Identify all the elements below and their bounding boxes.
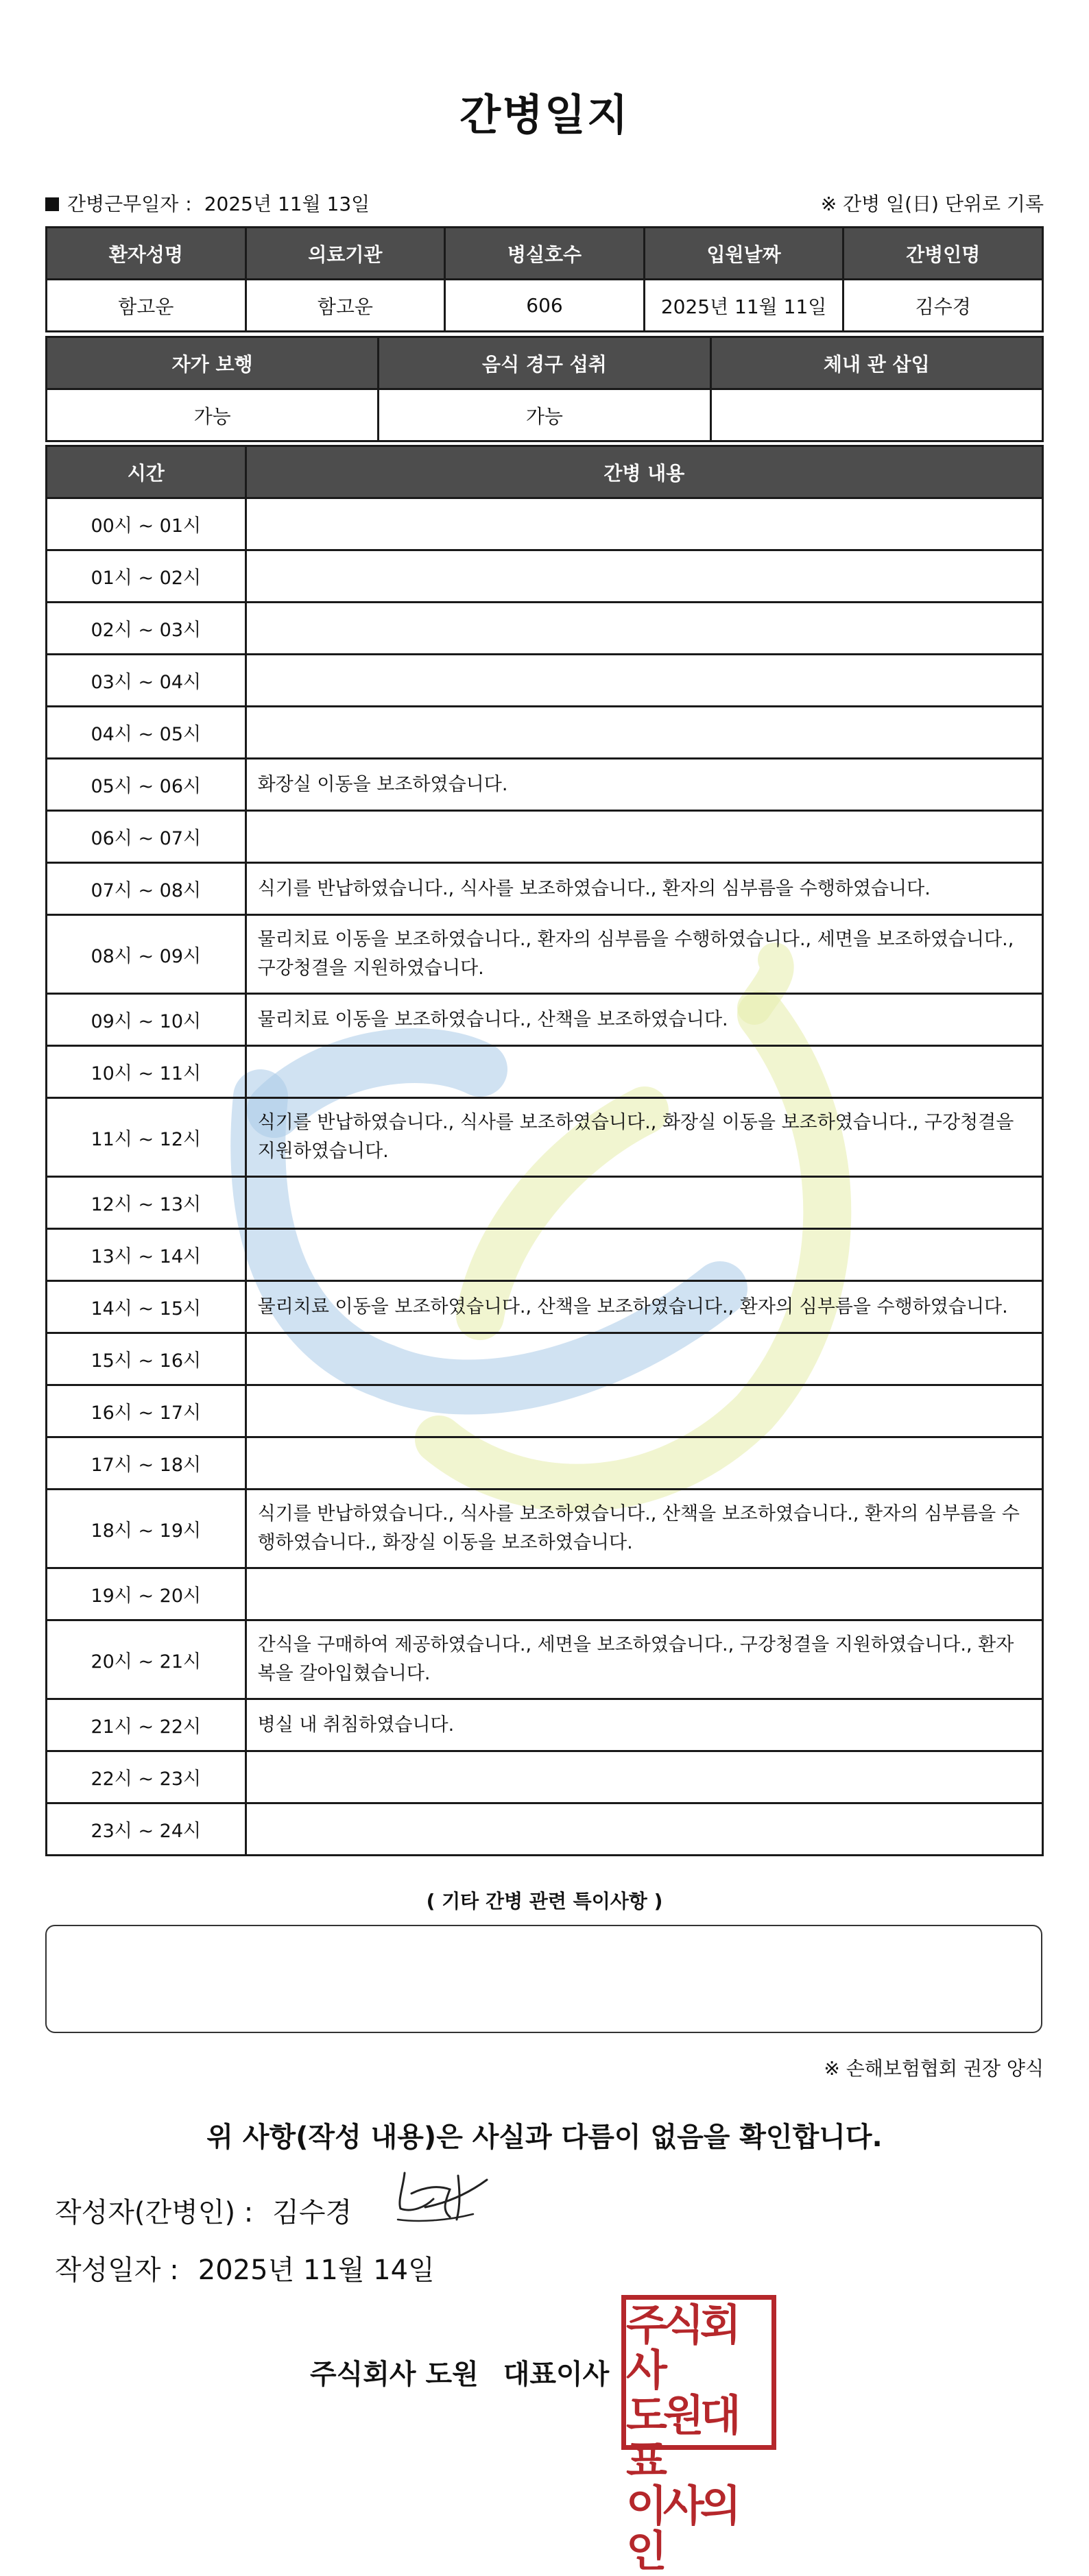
tube-insertion xyxy=(710,389,1042,441)
work-date-separator: : xyxy=(185,193,192,215)
oral-intake: 가능 xyxy=(379,389,710,441)
patient-info-table xyxy=(45,226,1044,332)
content-cell: 화장실 이동을 보조하였습니다. xyxy=(246,759,1042,811)
document-title: 간병일지 xyxy=(459,90,630,140)
content-cell xyxy=(246,550,1042,603)
time-cell: 01시 ~ 02시 xyxy=(47,550,246,603)
time-cell: 22시 ~ 23시 xyxy=(47,1751,246,1803)
time-cell: 18시 ~ 19시 xyxy=(47,1490,246,1568)
content-cell: 병실 내 취침하였습니다. xyxy=(246,1699,1042,1751)
time-cell: 06시 ~ 07시 xyxy=(47,811,246,863)
time-cell: 12시 ~ 13시 xyxy=(47,1177,246,1229)
time-cell: 10시 ~ 11시 xyxy=(47,1046,246,1098)
time-cell: 02시 ~ 03시 xyxy=(47,603,246,655)
content-cell xyxy=(246,1229,1042,1281)
caregiver-name: 김수경 xyxy=(843,280,1043,332)
table-row xyxy=(47,498,1043,550)
table-row xyxy=(47,1803,1043,1856)
seal-line: 도원대표 xyxy=(626,2390,737,2486)
notes-box xyxy=(45,1925,1042,2033)
handwritten-signature xyxy=(384,2159,501,2235)
notes-title: ( 기타 간병 관련 특이사항 ) xyxy=(426,1890,663,1912)
time-cell: 21시 ~ 22시 xyxy=(47,1699,246,1751)
table-row xyxy=(47,1699,1043,1751)
header-oral-intake: 음식 경구 섭취 xyxy=(379,337,710,389)
time-cell: 04시 ~ 05시 xyxy=(47,707,246,759)
table-row xyxy=(47,707,1043,759)
time-cell: 13시 ~ 14시 xyxy=(47,1229,246,1281)
content-cell xyxy=(246,603,1042,655)
table-row xyxy=(47,863,1043,915)
company-line xyxy=(310,2353,609,2392)
time-cell: 11시 ~ 12시 xyxy=(47,1098,246,1177)
table-row xyxy=(47,1385,1043,1437)
content-cell xyxy=(246,707,1042,759)
content-cell: 식기를 반납하였습니다., 식사를 보조하였습니다., 환자의 심부름을 수행하였습니다. xyxy=(246,863,1042,915)
writer-line xyxy=(55,2191,352,2230)
header-patient-name: 환자성명 xyxy=(47,228,246,280)
content-cell xyxy=(246,1333,1042,1385)
care-log-table xyxy=(45,445,1044,1856)
writer-label: 작성자(간병인) : xyxy=(55,2197,254,2228)
write-date-line xyxy=(55,2248,435,2287)
table-row xyxy=(47,994,1043,1046)
content-cell xyxy=(246,1437,1042,1490)
table-row xyxy=(47,915,1043,994)
time-cell: 14시 ~ 15시 xyxy=(47,1281,246,1333)
content-cell xyxy=(246,498,1042,550)
content-cell xyxy=(246,655,1042,707)
work-date-value: 2025년 11월 13일 xyxy=(204,193,370,215)
table-row xyxy=(47,1229,1043,1281)
write-date-label: 작성일자 : xyxy=(55,2255,179,2286)
record-unit-note: ※ 간병 일(日) 단위로 기록 xyxy=(820,193,1044,215)
time-cell: 17시 ~ 18시 xyxy=(47,1437,246,1490)
content-cell xyxy=(246,811,1042,863)
header-care-content: 간병 내용 xyxy=(246,446,1042,498)
form-note: ※ 손해보험협회 권장 양식 xyxy=(824,2057,1044,2080)
content-cell: 식기를 반납하였습니다., 식사를 보조하였습니다., 화장실 이동을 보조하였습니다., 구강청결을 지원하였습니다. xyxy=(246,1098,1042,1177)
write-date-value: 2025년 11월 14일 xyxy=(198,2255,435,2286)
work-date-line xyxy=(45,189,1044,217)
patient-status-table xyxy=(45,336,1044,442)
table-row xyxy=(47,1177,1043,1229)
content-cell xyxy=(246,1751,1042,1803)
company-name: 주식회사 도원 xyxy=(310,2359,479,2390)
content-cell xyxy=(246,1046,1042,1098)
table-row xyxy=(47,811,1043,863)
table-row xyxy=(47,550,1043,603)
table-row xyxy=(47,1620,1043,1699)
time-cell: 16시 ~ 17시 xyxy=(47,1385,246,1437)
time-cell: 00시 ~ 01시 xyxy=(47,498,246,550)
content-cell: 물리치료 이동을 보조하였습니다., 환자의 심부름을 수행하였습니다., 세면을 보조하였습니다., 구강청결을 지원하였습니다. xyxy=(246,915,1042,994)
content-cell: 간식을 구매하여 제공하였습니다., 세면을 보조하였습니다., 구강청결을 지원하였습니다., 환자복을 갈아입혔습니다. xyxy=(246,1620,1042,1699)
time-cell: 20시 ~ 21시 xyxy=(47,1620,246,1699)
time-cell: 15시 ~ 16시 xyxy=(47,1333,246,1385)
company-seal-stamp xyxy=(621,2295,776,2576)
square-bullet-icon xyxy=(45,197,59,211)
content-cell xyxy=(246,1568,1042,1620)
table-row xyxy=(47,655,1043,707)
table-row xyxy=(47,1098,1043,1177)
header-hospital: 의료기관 xyxy=(246,228,445,280)
hospital: 함고운 xyxy=(246,280,445,332)
table-row xyxy=(47,1751,1043,1803)
content-cell: 식기를 반납하였습니다., 식사를 보조하였습니다., 산책을 보조하였습니다., 환자의 심부름을 수행하였습니다., 화장실 이동을 보조하였습니다. xyxy=(246,1490,1042,1568)
work-date xyxy=(45,189,370,217)
time-cell: 05시 ~ 06시 xyxy=(47,759,246,811)
content-cell xyxy=(246,1177,1042,1229)
header-self-walking: 자가 보행 xyxy=(47,337,379,389)
time-cell: 07시 ~ 08시 xyxy=(47,863,246,915)
header-caregiver-name: 간병인명 xyxy=(843,228,1043,280)
table-row xyxy=(47,1046,1043,1098)
table-row xyxy=(47,759,1043,811)
time-cell: 19시 ~ 20시 xyxy=(47,1568,246,1620)
work-date-label: 간병근무일자 xyxy=(67,193,179,215)
table-row xyxy=(47,1490,1043,1568)
confirmation-statement: 위 사항(작성 내용)은 사실과 다름이 없음을 확인합니다. xyxy=(206,2122,883,2153)
seal-line: 이사의인 xyxy=(626,2481,737,2576)
self-walking: 가능 xyxy=(47,389,379,441)
writer-name: 김수경 xyxy=(272,2197,352,2228)
table-row xyxy=(47,1281,1043,1333)
table-row xyxy=(47,1437,1043,1490)
header-admission-date: 입원날짜 xyxy=(644,228,843,280)
content-cell xyxy=(246,1385,1042,1437)
seal-line: 주식회사 xyxy=(626,2300,737,2395)
representative-title: 대표이사 xyxy=(503,2359,610,2390)
table-row xyxy=(47,1333,1043,1385)
content-cell: 물리치료 이동을 보조하였습니다., 산책을 보조하였습니다. xyxy=(246,994,1042,1046)
content-cell: 물리치료 이동을 보조하였습니다., 산책을 보조하였습니다., 환자의 심부름을 수행하였습니다. xyxy=(246,1281,1042,1333)
table-row xyxy=(47,1568,1043,1620)
content-cell xyxy=(246,1803,1042,1856)
table-row xyxy=(47,603,1043,655)
patient-name: 함고운 xyxy=(47,280,246,332)
header-tube-insertion: 체내 관 삽입 xyxy=(710,337,1042,389)
time-cell: 23시 ~ 24시 xyxy=(47,1803,246,1856)
time-cell: 08시 ~ 09시 xyxy=(47,915,246,994)
admission-date: 2025년 11월 11일 xyxy=(644,280,843,332)
room-number: 606 xyxy=(445,280,645,332)
header-room-number: 병실호수 xyxy=(445,228,645,280)
time-cell: 03시 ~ 04시 xyxy=(47,655,246,707)
time-cell: 09시 ~ 10시 xyxy=(47,994,246,1046)
header-time: 시간 xyxy=(47,446,246,498)
